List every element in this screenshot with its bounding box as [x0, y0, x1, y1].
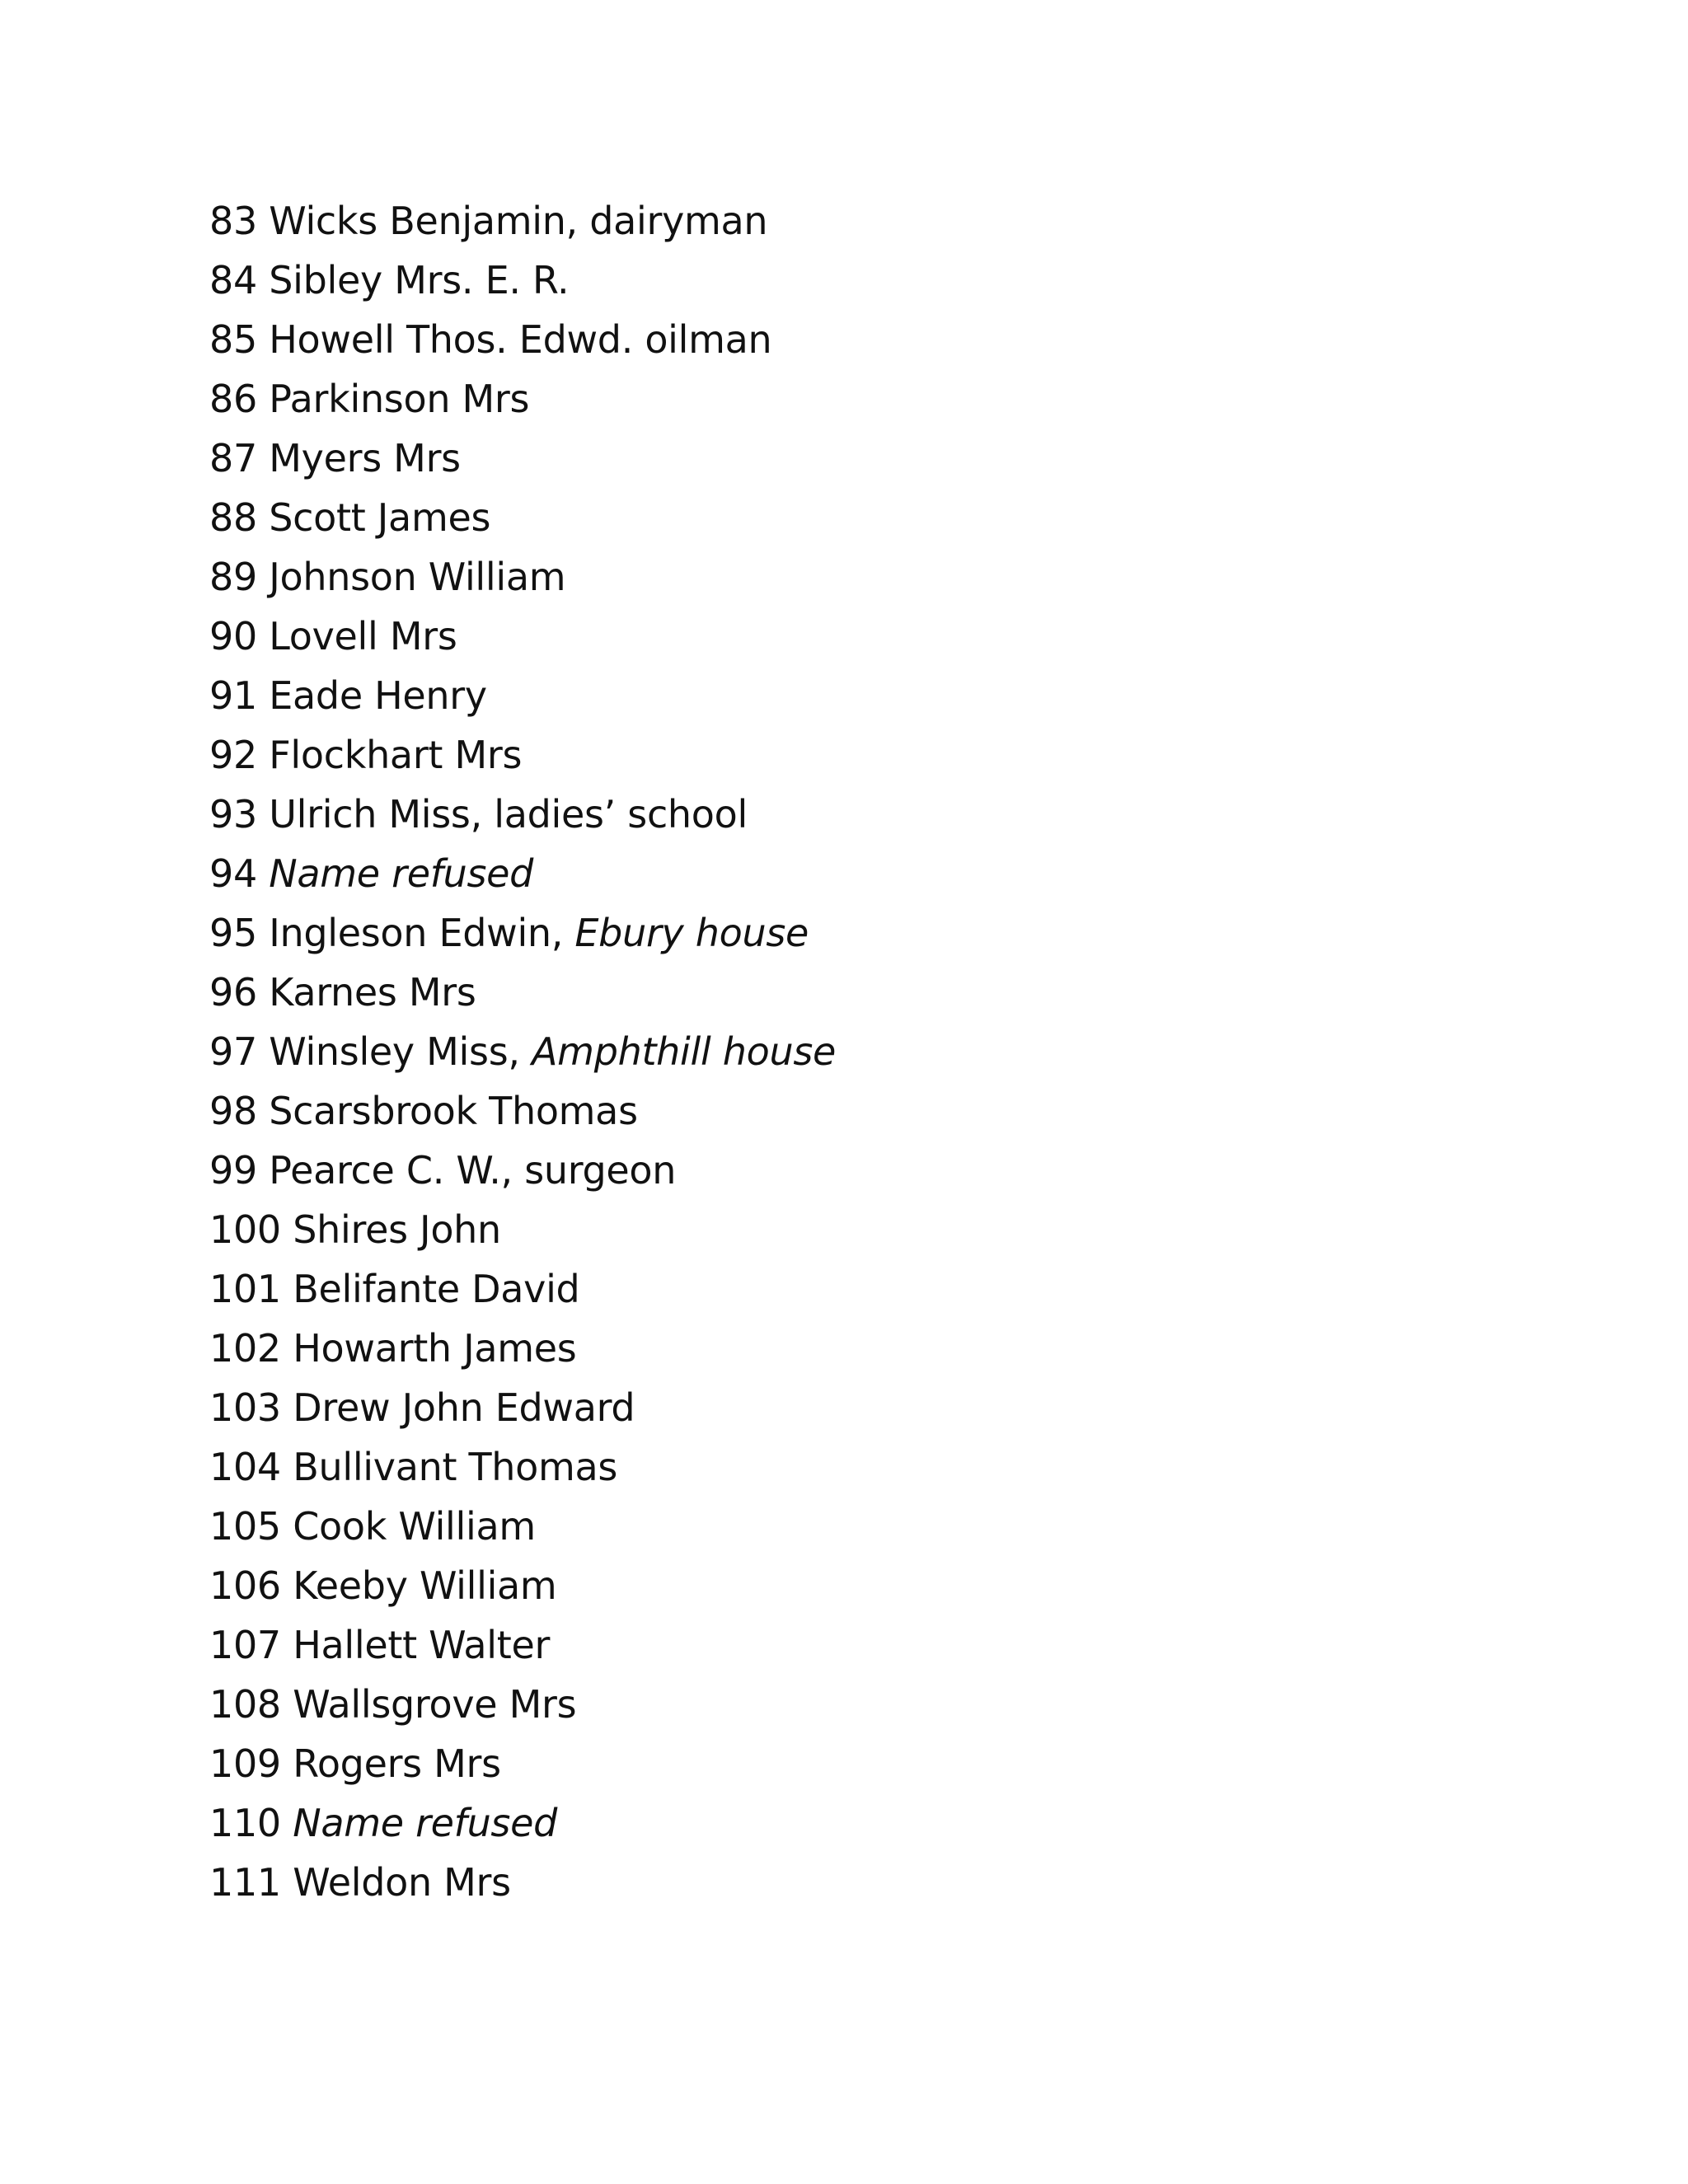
entry-text: Rogers Mrs: [293, 1741, 501, 1786]
entry-text: Myers Mrs: [269, 436, 461, 480]
entry-text: Eade Henry: [269, 673, 487, 718]
entry-number: 85: [209, 317, 257, 362]
entry-number: 100: [209, 1207, 281, 1252]
directory-entry: [209, 1793, 836, 1853]
entry-number: 98: [209, 1089, 257, 1133]
directory-entry: [209, 1615, 836, 1675]
directory-entry: [209, 1734, 836, 1793]
entry-text: Parkinson Mrs: [269, 377, 530, 421]
entry-text: Bullivant Thomas: [293, 1445, 618, 1489]
directory-entry: [209, 1497, 836, 1556]
directory-entry: [209, 1378, 836, 1437]
entry-text: Belifante David: [293, 1267, 580, 1311]
entry-text: Ingleson Edwin,: [269, 911, 575, 955]
directory-entry: [209, 1675, 836, 1734]
entry-number: 86: [209, 377, 257, 421]
entry-text: Hallett Walter: [293, 1623, 551, 1667]
directory-entry: [209, 1259, 836, 1319]
directory-entry: [209, 1200, 836, 1259]
entry-text: Wallsgrove Mrs: [293, 1682, 577, 1727]
directory-entry: [209, 725, 836, 785]
entry-number: 105: [209, 1504, 281, 1549]
directory-entry: [209, 1081, 836, 1141]
entry-number: 87: [209, 436, 257, 480]
directory-entry: [209, 607, 836, 666]
directory-entry: [209, 191, 836, 251]
entry-text: Drew John Edward: [293, 1385, 635, 1430]
entry-number: 97: [209, 1029, 257, 1074]
entry-text: Wicks Benjamin, dairyman: [269, 199, 768, 243]
entry-text: Karnes Mrs: [269, 970, 476, 1015]
entry-number: 91: [209, 673, 257, 718]
entry-number: 99: [209, 1148, 257, 1193]
directory-entry: [209, 547, 836, 607]
entry-italic-text: Name refused: [293, 1801, 557, 1845]
entry-italic-text: Amphthill house: [532, 1029, 837, 1074]
entry-number: 104: [209, 1445, 281, 1489]
entry-text: Howarth James: [293, 1326, 577, 1371]
directory-entry: [209, 1437, 836, 1497]
entry-italic-text: Ebury house: [574, 911, 809, 955]
entry-number: 89: [209, 555, 257, 599]
directory-entry: [209, 1022, 836, 1081]
entry-text: Johnson William: [269, 555, 566, 599]
directory-entry: [209, 429, 836, 488]
entry-text: Shires John: [293, 1207, 501, 1252]
entry-number: 107: [209, 1623, 281, 1667]
entry-number: 83: [209, 199, 257, 243]
directory-entry: [209, 1319, 836, 1378]
entry-text: Weldon Mrs: [293, 1860, 511, 1905]
directory-entry: [209, 310, 836, 369]
directory-entry: [209, 666, 836, 725]
entry-text: Winsley Miss,: [269, 1029, 532, 1074]
directory-entry: [209, 844, 836, 903]
entry-number: 88: [209, 495, 257, 540]
entry-number: 109: [209, 1741, 281, 1786]
directory-entry: [209, 369, 836, 429]
entry-number: 106: [209, 1563, 281, 1608]
entry-number: 94: [209, 851, 257, 896]
entry-number: 101: [209, 1267, 281, 1311]
entry-number: 110: [209, 1801, 281, 1845]
directory-entry: [209, 488, 836, 547]
directory-entry: [209, 785, 836, 844]
entry-text: Pearce C. W., surgeon: [269, 1148, 677, 1193]
entry-number: 93: [209, 792, 257, 837]
directory-entry: [209, 1141, 836, 1200]
entry-text: Cook William: [293, 1504, 536, 1549]
directory-entry: [209, 1853, 836, 1912]
entry-text: Keeby William: [293, 1563, 557, 1608]
entry-italic-text: Name refused: [269, 851, 534, 896]
directory-entry: [209, 963, 836, 1022]
entry-text: Flockhart Mrs: [269, 733, 523, 777]
entry-number: 108: [209, 1682, 281, 1727]
directory-entry: [209, 903, 836, 963]
entry-text: Sibley Mrs. E. R.: [269, 258, 570, 302]
entry-number: 92: [209, 733, 257, 777]
entry-number: 96: [209, 970, 257, 1015]
entry-number: 95: [209, 911, 257, 955]
entry-text: Scott James: [269, 495, 491, 540]
directory-entry: [209, 251, 836, 310]
entry-text: Lovell Mrs: [269, 614, 457, 658]
entry-text: Scarsbrook Thomas: [269, 1089, 638, 1133]
directory-entry: [209, 1556, 836, 1615]
directory-list: [209, 191, 836, 1912]
entry-number: 90: [209, 614, 257, 658]
entry-number: 103: [209, 1385, 281, 1430]
entry-number: 102: [209, 1326, 281, 1371]
entry-text: Ulrich Miss, ladies’ school: [269, 792, 748, 837]
entry-text: Howell Thos. Edwd. oilman: [269, 317, 772, 362]
entry-number: 84: [209, 258, 257, 302]
entry-number: 111: [209, 1860, 281, 1905]
